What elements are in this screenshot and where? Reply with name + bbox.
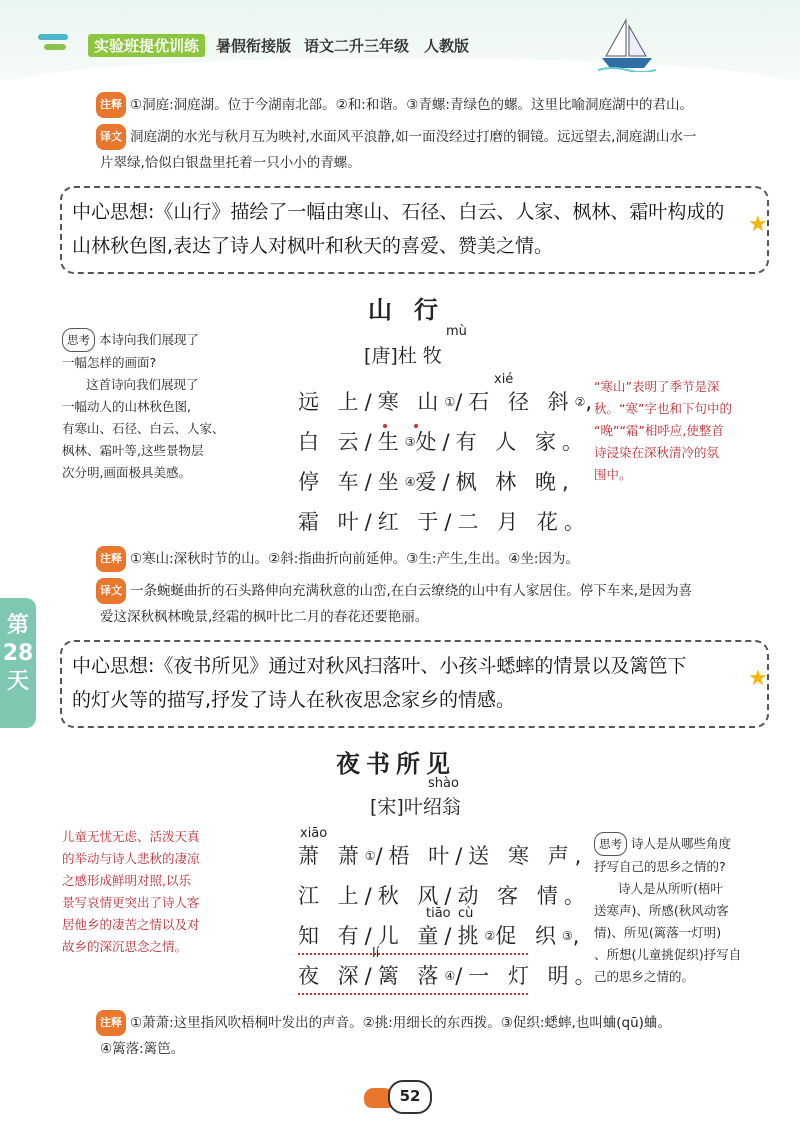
translation-label: 译文 [96,578,126,604]
poem-text: 停 车/坐 [298,470,405,494]
edition-label: 人教版 [424,37,470,55]
poem-line: 远 上/寒 山①/石 径 斜②, [298,390,599,414]
analysis-note [62,826,262,958]
day-tab-number: 28 [2,641,34,666]
central-idea-line: 山林秋色图,表达了诗人对枫叶和秋天的喜爱、赞美之情。 [72,235,554,257]
note-text: ①洞庭:洞庭湖。位于今湖南北部。②和:和谐。③青螺:青绿色的螺。这里比喻洞庭湖中的君山。 [130,97,693,113]
poem-text: , [572,924,586,948]
think-question: 抒写自己的思乡之情的? [594,859,726,874]
pinyin: xiāo [300,826,328,841]
footnote-mark: ③ [561,929,573,943]
analysis-line: 儿童无忧无虑、活泼天真 [62,829,200,844]
analysis-line: 之感形成鲜明对照,以乐 [62,873,191,888]
note-top [96,92,776,118]
note-label: 注释 [96,1010,126,1036]
think-answer: 这首诗向我们展现了 [86,377,199,392]
poem-line: 江 上/秋 风/动 客 情。 [298,884,591,908]
poem-line: 霜 叶/红 于/二 月 花。 [298,510,591,534]
sailboat-icon [598,16,656,72]
translation-top [96,124,776,176]
note-text: ④篱落:篱笆。 [100,1041,185,1057]
think-answer: 次分明,画面极具美感。 [62,465,191,480]
page-header [0,0,800,80]
think-question: 本诗向我们展现了 [99,332,200,347]
central-idea-box [60,640,769,728]
think-label: 思考 [594,832,627,856]
central-idea-box [60,186,769,274]
poem-line [298,836,587,876]
think-answer: 己的思乡之情的。 [594,969,695,984]
pinyin: mù [446,324,467,339]
footnote-mark: ① [364,849,376,863]
translation-line: 洞庭湖的水光与秋月互为映衬,水面风平浪静,如一面没经过打磨的铜镜。远远望去,洞庭湖山水一 [130,129,697,145]
poem-text: 萧 萧 [298,844,365,868]
analysis-line: 的举动与诗人悲秋的凄凉 [62,851,200,866]
pinyin: cù [458,906,474,921]
think-answer: 枫林、霜叶等,这些景物层 [62,443,204,458]
note-poem2 [96,1010,776,1062]
analysis-line: “晚”“霜”相呼应,使整首 [594,423,724,438]
poem-text: /梧 叶/送 寒 声, [375,844,588,868]
analysis-note [594,376,774,486]
think-question: 一幅怎样的画面? [62,355,157,370]
poem-text: 夜 深/篱 落 [298,964,445,988]
think-answer: 一幅动人的山林秋色图, [62,399,191,414]
note-label: 注释 [96,546,126,572]
analysis-line: 围中。 [594,467,632,482]
poem-text: 知 有/儿 童/挑 [298,924,485,948]
series-label: 暑假衔接版 [216,37,292,55]
day-tab [0,598,36,728]
footnote-mark: ② [574,395,586,409]
star-icon: ★ [748,212,768,237]
poem-text: 爱/枫 林 晚, [415,470,575,494]
logo-icon [38,34,84,52]
think-question: 诗人是从哪些角度 [631,836,732,851]
poem-text: /石 径 斜 [455,390,575,414]
poem-title: 山行 [368,296,460,324]
day-tab-text: 第 [6,613,29,638]
brand-label: 实验班提优训练 [88,34,205,57]
poem-text: 促 织 [495,924,562,948]
poem-author: [唐]杜 牧 [364,345,442,367]
translation-line: 爱这深秋枫林晚景,经霜的枫叶比二月的春花还要艳丽。 [100,609,429,625]
think-label: 思考 [62,328,95,352]
pinyin: lí [372,946,380,961]
pinyin: shào [428,776,459,791]
think-answer: 诗人是从所听(梧叶 [618,881,723,896]
poem-author: [宋]叶绍翁 [370,796,461,818]
think-answer: 送寒声)、所感(秋风动客 [594,903,729,918]
star-icon: ★ [748,666,768,691]
note-label: 注释 [96,92,126,118]
analysis-line: “寒山”表明了季节是深 [594,379,720,394]
pinyin: xié [494,372,514,387]
subject-label: 语文二升三年级 [304,37,410,55]
poem-line [298,462,575,502]
poem-text: /一 灯 明。 [455,964,602,988]
wavy-underline [298,990,528,995]
footnote-mark: ④ [404,475,416,489]
analysis-line: 诗浸染在深秋清冷的氛 [594,445,720,460]
think-section [62,328,240,484]
central-idea-line: 中心思想:《夜书所见》通过对秋风扫落叶、小孩斗蟋蟀的情景以及篱笆下 [72,655,687,677]
central-idea-line: 的灯火等的描写,抒发了诗人在秋夜思念家乡的情感。 [72,689,516,711]
poem-text: 远 上/寒 山 [298,390,445,414]
footnote-mark: ④ [444,969,456,983]
footnote-mark: ③ [404,435,416,449]
poem-text: 处/有 人 家。 [415,430,589,454]
think-answer: 有寒山、石径、白云、人家、 [62,421,225,436]
footnote-mark: ② [484,929,496,943]
think-section [594,832,776,988]
translation-line: 片翠绿,恰似白银盘里托着一只小小的青螺。 [100,155,361,171]
translation-line: 一条蜿蜒曲折的石头路伸向充满秋意的山峦,在白云缭绕的山中有人家居住。停下车来,是因为喜 [130,583,693,599]
pinyin: tiāo [426,906,451,921]
translation-poem1 [96,578,776,630]
header-wave [0,58,800,88]
analysis-line: 景写哀情更突出了诗人客 [62,895,200,910]
analysis-line: 秋。“寒”字也和下句中的 [594,401,732,416]
wavy-underline [298,950,528,955]
translation-label: 译文 [96,124,126,150]
note-text: ①寒山:深秋时节的山。②斜:指曲折向前延伸。③生:产生,生出。④坐:因为。 [130,551,579,567]
think-answer: 、所想(儿童挑促织)抒写自 [594,947,742,962]
day-tab-text: 天 [6,669,29,694]
footnote-mark: ① [444,395,456,409]
poem-text: 白 云/生 [298,430,405,454]
note-text: ①萧萧:这里指风吹梧桐叶发出的声音。②挑:用细长的东西拨。③促织:蟋蟀,也叫蛐(qū)蛐。 [130,1015,671,1031]
central-idea-line: 中心思想:《山行》描绘了一幅由寒山、石径、白云、人家、枫林、霜叶构成的 [72,201,725,223]
poem-line [298,422,589,462]
analysis-line: 故乡的深沉思念之情。 [62,939,188,954]
poem-title: 夜书所见 [336,750,456,778]
think-answer: 情)、所见(篱落一灯明) [594,925,722,940]
note-poem1 [96,546,776,572]
analysis-line: 居他乡的凄苦之情以及对 [62,917,200,932]
page-number: 52 [388,1080,432,1114]
